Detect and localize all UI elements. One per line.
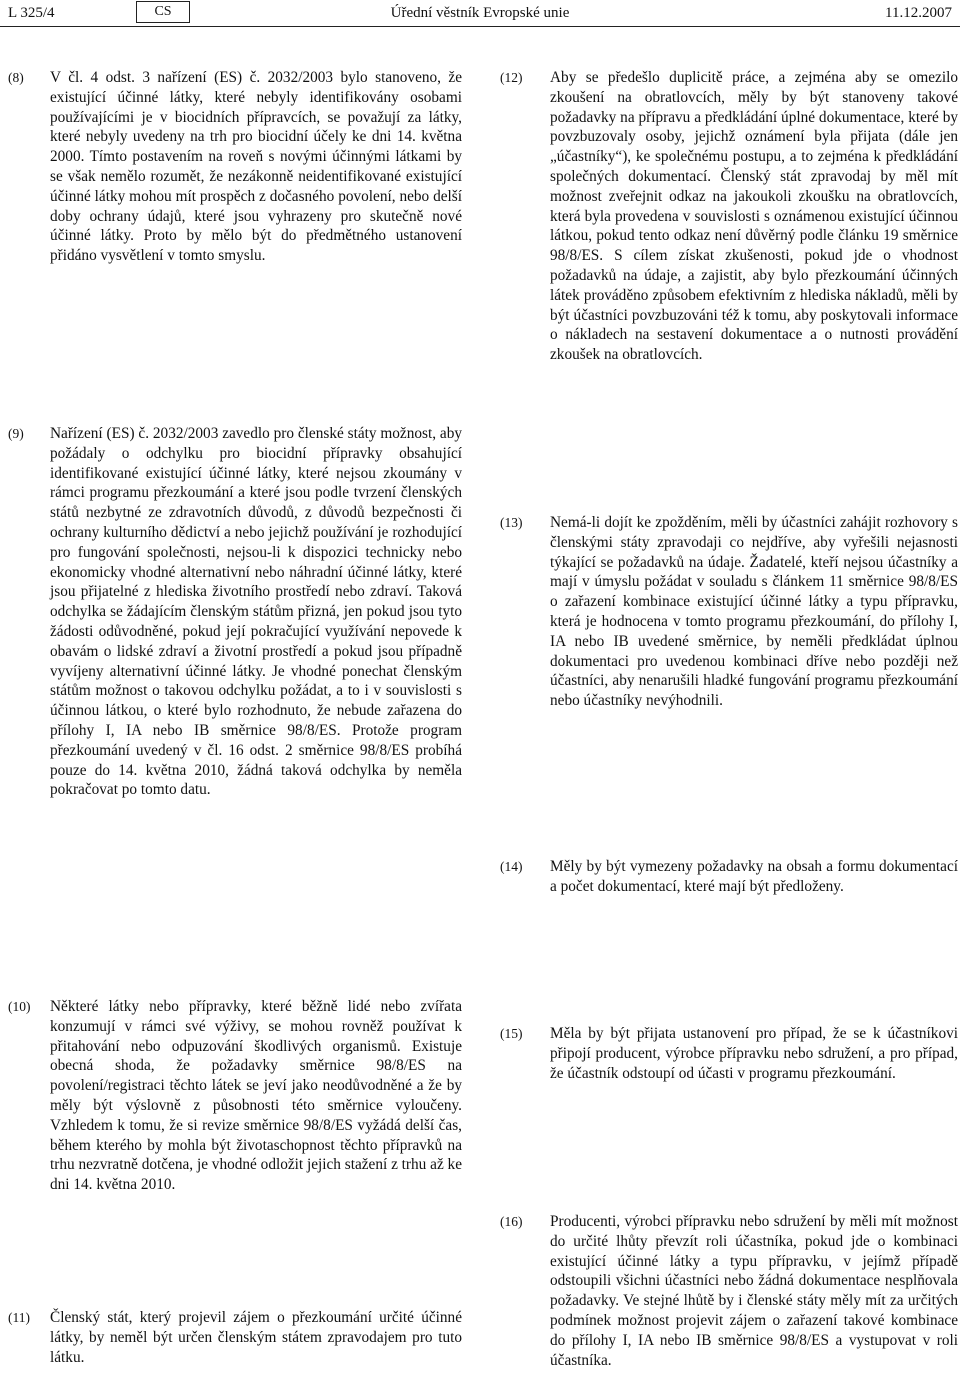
recital-number: (12) (500, 70, 523, 85)
recital-text: Nemá-li dojít ke zpožděním, měli by účastníci zahájit rozhovory s členskými státy zpravodaji co nejdříve, aby vyřešili nejasnosti týkající se požadavků na údaje. Žadatelé, kteří nejsou účastníky a mají v úmyslu požádat v souladu s článkem 11 směrnice 98/8/ES o zařazení kombinace existující účinné látky a typu přípravku, která je hodnocena v tomto programu přezkoumání, do přílohy I, IA nebo IB uvedené směrnice, by neměli předkládat úplnou dokumentaci pro uvedenou kombinaci dříve nebo později než účastníci, aby nenarušili hladké fungování programu přezkoumání nebo účastníky nevýhodnili. (550, 514, 958, 710)
recital-text: Producenti, výrobci přípravku nebo sdružení by měli mít možnost do určité lhůty převzít roli účastníka, pokud jde o kombinaci existující účinné látky a typu přípravku, v jejímž případě odstoupili všichni účastníci nebo žádná dokumentace nesplňovala požadavky. Ve stejné lhůtě by i členské státy měly mít za určitých podmínek možnost projevit zájem o zařazení takové kombinace do přílohy I, IA nebo IB směrnice 98/8/ES a vystupovat v roli účastníka. (550, 1213, 958, 1369)
recital-number: (14) (500, 859, 523, 874)
journal-title: Úřední věstník Evropské unie (390, 5, 570, 21)
recital-text: Měly by být vymezeny požadavky na obsah a formu dokumentací a počet dokumentací, které mají být předloženy. (550, 858, 958, 895)
recital-text: Nařízení (ES) č. 2032/2003 zavedlo pro členské státy možnost, aby požádaly o odchylku pro biocidní přípravky obsahující identifikované existující účinné látky, které nejsou zkoumány v rámci programu přezkoumání a které jsou podle tvrzení členských států nezbytné ze zdravotních důvodů, z důvodů bezpečnosti či ochrany kulturního dědictví a nebo jejichž používání je rozhodující pro fungování společnosti, nejsou-li k dispozici technicky nebo ekonomicky vhodné alternativní nebo náhradní účinné látky, které jsou přijatelné z hlediska životního prostředí nebo zdraví. Taková odchylka se žádajícím členským státům přizná, jen pokud jsou tyto žádosti odůvodněné, pokud její pokračující využívání nepovede k obavám o lidské zdraví a životní prostředí a pokud jsou případně vyvíjeny alternativní účinné látky. Je vhodné ponechat členským státům možnost o takovou odchylku požádat, a to i v souvislosti s účinnou látkou, o které bylo rozhodnuto, že nebude zařazena do přílohy I, IA nebo IB směrnice 98/8/ES. Protože program přezkoumání uvedený v čl. 16 odst. 2 směrnice 98/8/ES probíhá pouze do 14. května 2010, žádná taková odchylka by neměla pokračovat po tomto datu. (50, 425, 462, 799)
recital-number: (11) (8, 1310, 30, 1325)
header-rule (0, 26, 960, 27)
recital-number: (15) (500, 1026, 523, 1041)
recital-number: (16) (500, 1214, 523, 1229)
recital-number: (13) (500, 515, 523, 530)
recital-text: Měla by být přijata ustanovení pro případ, že se k účastníkovi připojí producent, výrobce přípravku nebo sdružení, a pro případ, že účastník odstoupí od účasti v programu přezkoumání. (550, 1025, 958, 1082)
recital-text: Aby se předešlo duplicitě práce, a zejména aby se omezilo zkoušení na obratlovcích, měly by být stanoveny takové požadavky na přípravu a předkládání úplné dokumentace, které by povzbuzovaly osoby, jejichž oznámení byla přijata (dále jen „účastníky“), ke společnému postupu, a to zejména k předkládání společných dokumentací. Členský stát zpravodaj by měl mít možnost zveřejnit odkaz na jakoukoli zkoušku na obratlovcích, která byla provedena v souvislosti s oznámenou existující účinnou látkou, pokud tento odkaz není důvěrný podle článku 19 směrnice 98/8/ES. S cílem získat zkušenosti, pokud jde o vhodnost požadavků na údaje, a zajistit, aby bylo přezkoumání účinných látek prováděno způsobem efektivním z hlediska nákladů, měli by být účastníci povzbuzováni též k tomu, aby poskytovali informace o nákladech na sestavení dokumentace a o nutnosti provádění zkoušek na obratlovcích. (550, 69, 958, 364)
language-badge: CS (136, 1, 190, 23)
page-header (0, 0, 960, 28)
page-reference: L 325/4 (8, 5, 55, 21)
recital-number: (8) (8, 70, 24, 85)
recital-text: V čl. 4 odst. 3 nařízení (ES) č. 2032/2003 bylo stanoveno, že existující účinné látky, které nebyly identifikovány osobami používajícími je v biocidních přípravcích, se považují za látky, které nebyly uvedeny na trh pro biocidní účely ke dni 14. května 2000. Tímto postavením na roveň s novými účinnými látkami by se však nemělo rozumět, že nezákonně neidentifikované existující účinné látky mohou mít prospěch z dočasného povolení, nebo delší doby ochrany údajů, které jsou vyhrazeny pro skutečně nové účinné látky. Proto by mělo být do předmětného ustanovení přidáno vysvětlení v tomto smyslu. (50, 69, 462, 265)
recital-number: (10) (8, 999, 31, 1014)
publication-date: 11.12.2007 (885, 5, 952, 21)
recital-text: Některé látky nebo přípravky, které běžně lidé nebo zvířata konzumují v rámci své výživy, se mohou rovněž používat k přitahování nebo odpuzování škodlivých organismů. Existuje obecná shoda, že požadavky směrnice 98/8/ES na povolení/registraci těchto látek se jeví jako neodůvodněné a že by měly být výslovně z působnosti této směrnice vyloučeny. Vzhledem k tomu, že si revize směrnice 98/8/ES vyžádá delší čas, během kterého by mohla být životaschopnost těchto přípravků na trhu nezvratně dotčena, je vhodné odložit jejich stažení z trhu až ke dni 14. května 2010. (50, 998, 462, 1194)
recital-text: Členský stát, který projevil zájem o přezkoumání určité účinné látky, by neměl být určen členským státem zpravodajem pro tuto látku. (50, 1309, 462, 1366)
recital-number: (9) (8, 426, 24, 441)
